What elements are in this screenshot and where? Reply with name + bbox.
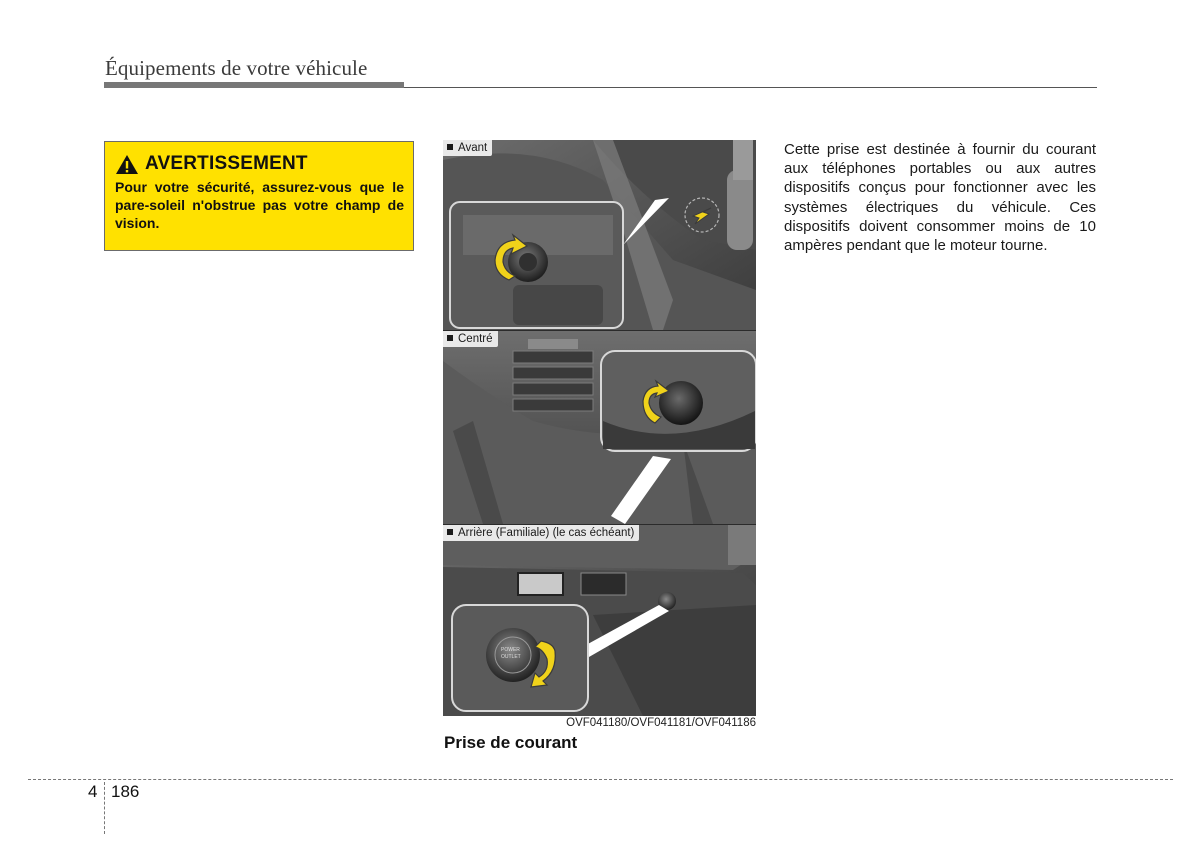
power-outlet-figure [443, 140, 756, 716]
figure-caption: Prise de courant [444, 733, 578, 752]
page-number: 186 [111, 782, 140, 801]
footer-rule [28, 779, 1173, 780]
footer-vertical-rule [104, 782, 105, 834]
panel-label-front: Avant [443, 140, 492, 156]
svg-text:OUTLET: OUTLET [501, 654, 521, 660]
figure-panel-front [443, 140, 756, 330]
figure-code: OVF041180/OVF041181/OVF041186 [566, 717, 756, 729]
svg-text:POWER: POWER [501, 647, 520, 653]
front-console-illustration [443, 140, 756, 330]
header-rule-thick [104, 82, 404, 88]
figure-panel-rear [443, 525, 756, 716]
panel-label-center: Centré [443, 331, 498, 347]
figure-panel-center [443, 331, 756, 524]
panel-label-rear: Arrière (Familiale) (le cas échéant) [443, 525, 639, 541]
page-header-title: Équipements de votre véhicule [105, 56, 368, 80]
rear-cargo-illustration [443, 525, 756, 716]
warning-box [104, 141, 414, 251]
warning-header [115, 153, 404, 175]
warning-title: AVERTISSEMENT [145, 153, 308, 174]
warning-text: Pour votre sécurité, assurez-vous que le pare-soleil n'obstrue pas votre champ de vision. [115, 179, 404, 231]
body-paragraph: Cette prise est destinée à fournir du courant aux téléphones portables ou aux autres dispositifs conçus pour fonctionner avec les systèmes électriques du véhicule. Ces dispositifs doivent consommer moins de 10 ampères pendant que le moteur tourne. [784, 141, 1096, 255]
warning-triangle-icon [115, 154, 139, 175]
center-console-illustration [443, 331, 756, 524]
header-rule-thin [404, 87, 1097, 88]
section-number: 4 [88, 782, 98, 801]
